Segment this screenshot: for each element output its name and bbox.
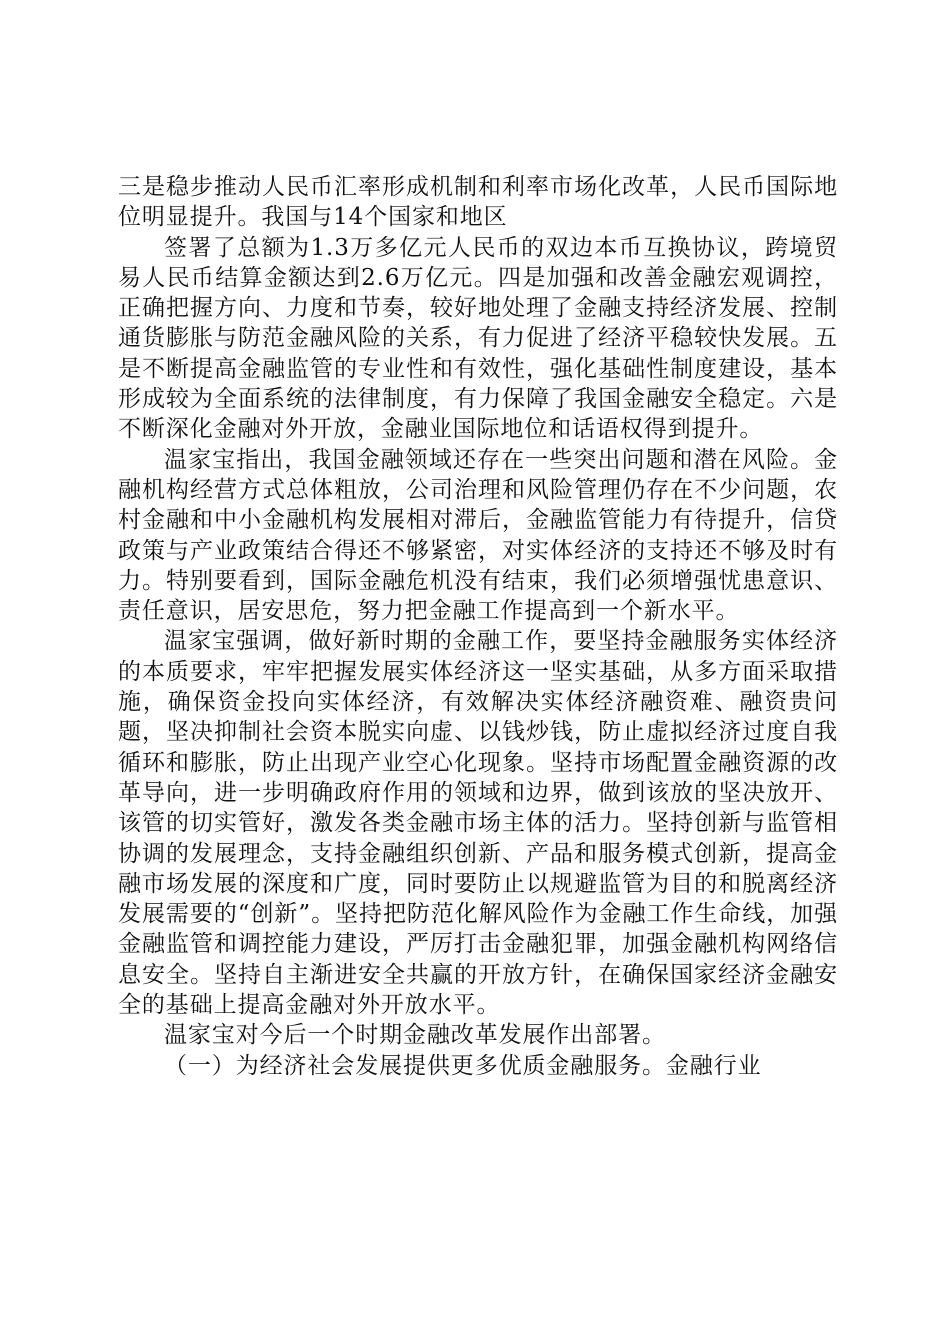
paragraph-3: 温家宝指出，我国金融领域还存在一些突出问题和潜在风险。金融机构经营方式总体粗放，公司治理和风险管理仍存在不少问题，农村金融和中小金融机构发展相对滞后，金融监管能力有待提升，信贷政策与产业政策结合得还不够紧密，对实体经济的支持还不够及时有力。特别要看到，国际金融危机没有结束，我们必须增强忧患意识、责任意识，居安思危，努力把金融工作提高到一个新水平。 <box>118 446 838 625</box>
paragraph-4: 温家宝强调，做好新时期的金融工作，要坚持金融服务实体经济的本质要求，牢牢把握发展实体经济这一坚实基础，从多方面采取措施，确保资金投向实体经济，有效解决实体经济融资难、融资贵问题，坚决抑制社会资本脱实向虚、以钱炒钱，防止虚拟经济过度自我循环和膨胀，防止出现产业空心化现象。坚持市场配置金融资源的改革导向，进一步明确政府作用的领域和边界，做到该放的坚决放开、该管的切实管好，激发各类金融市场主体的活力。坚持创新与监管相协调的发展理念，支持金融组织创新、产品和服务模式创新，提高金融市场发展的深度和广度，同时要防止以规避监管为目的和脱离经济发展需要的“创新”。坚持把防范化解风险作为金融工作生命线，加强金融监管和调控能力建设，严厉打击金融犯罪，加强金融机构网络信息安全。坚持自主渐进安全共赢的开放方针，在确保国家经济金融安全的基础上提高金融对外开放水平。 <box>118 628 838 1019</box>
paragraph-5: 温家宝对今后一个时期金融改革发展作出部署。 <box>164 1022 666 1049</box>
document-body <box>118 172 838 1081</box>
paragraph-1: 三是稳步推动人民币汇率形成机制和利率市场化改革，人民币国际地位明显提升。我国与14个国家和地区 <box>118 174 838 231</box>
paragraph-6: （一）为经济社会发展提供更多优质金融服务。金融行业 <box>164 1052 762 1079</box>
paragraph-2: 签署了总额为1.3万多亿元人民币的双边本币互换协议，跨境贸易人民币结算金额达到2.6万亿元。四是加强和改善金融宏观调控，正确把握方向、力度和节奏，较好地处理了金融支持经济发展、控制通货膨胀与防范金融风险的关系，有力促进了经济平稳较快发展。五是不断提高金融监管的专业性和有效性，强化基础性制度建设，基本形成较为全面系统的法律制度，有力保障了我国金融安全稳定。六是不断深化金融对外开放，金融业国际地位和话语权得到提升。 <box>118 234 838 443</box>
